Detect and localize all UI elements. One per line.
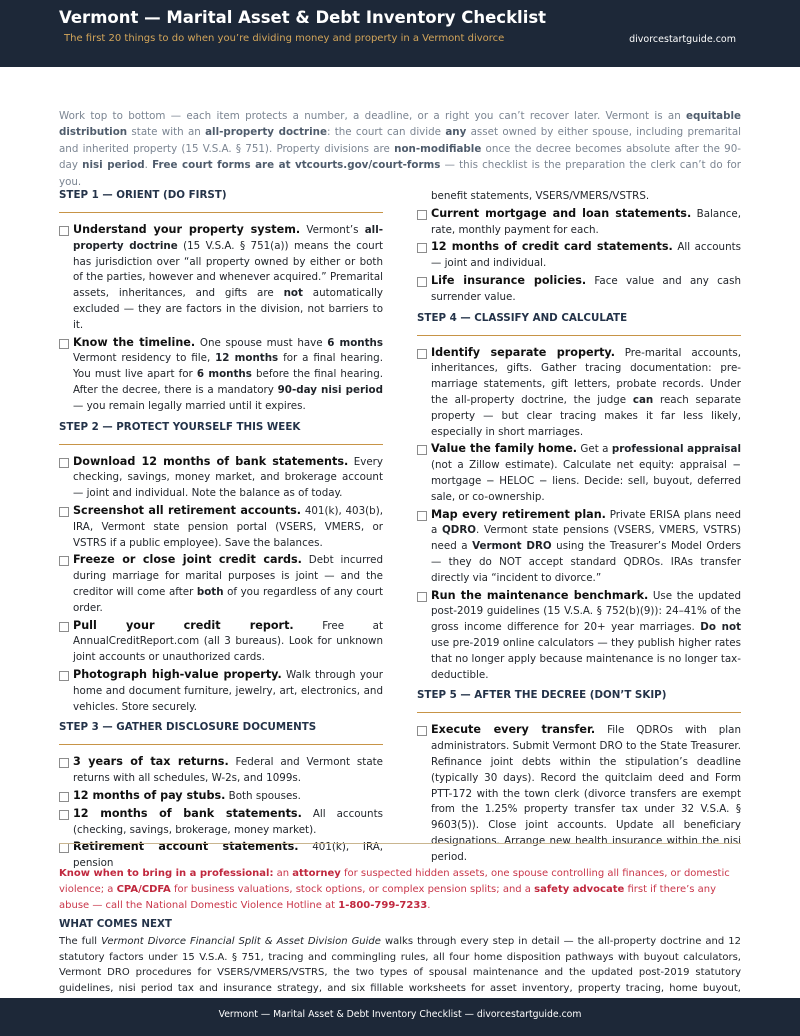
checkbox[interactable] [417, 445, 427, 455]
page-subtitle: The first 20 things to do when you’re dividing money and property in a Vermont divorce [64, 33, 505, 44]
checkbox[interactable] [59, 507, 69, 517]
checklist-item-continued: benefit statements, VSERS/VMERS/VSTRS. [431, 190, 650, 202]
checklist-item: Photograph high-value property. Walk through your home and document furniture, jewelry, art, electronics, and vehicles. Store securely. [59, 667, 383, 715]
right-column [417, 189, 741, 866]
checkbox[interactable] [417, 210, 427, 220]
checklist-item: Run the maintenance benchmark. Use the updated post-2019 guidelines (15 V.S.A. § 752(b)(9)): 24–41% of the gross income difference for 20+ year marriages. Do not use pre-2019 online calculators — they publish higher rates that no longer apply because maintenance is no longer tax-deductible. [417, 588, 741, 684]
checklist-item: Identify separate property. Pre-marital accounts, inheritances, gifts. Gather tracing documentation: pre-marriage statements, gift letters, probate records. Under the all-property doctrine, the judge can reach separate property — but clear tracing makes it far less likely, especially in short marriages. [417, 345, 741, 441]
checklist-item: 3 years of tax returns. Federal and Vermont state returns with all schedules, W-2s, and 1099s. [59, 754, 383, 787]
section-divider [417, 712, 741, 713]
checkbox[interactable] [59, 758, 69, 768]
bottom-divider [59, 843, 741, 844]
checkbox[interactable] [417, 243, 427, 253]
checklist-item: Pull your credit report. Free at AnnualCreditReport.com (all 3 bureaus). Look for unknown joint accounts or unauthorized cards. [59, 618, 383, 666]
left-column [59, 189, 383, 873]
checklist-item: Execute every transfer. File QDROs with plan administrators. Submit Vermont DRO to the State Treasurer. Refinance joint debts within the stipulation’s deadline (typically 30 days). Record the quitclaim deed and Form PTT-172 with the town clerk (divorce transfers are exempt from the 1.25% property transfer tax under 32 V.S.A. § 9603(5)). Close joint accounts. Update all beneficiary designations. Arrange new health insurance within the nisi period. [417, 722, 741, 865]
section-divider [417, 335, 741, 336]
page-title: Vermont — Marital Asset & Debt Inventory Checklist [59, 8, 547, 27]
checklist-item: Understand your property system. Vermont’s all-property doctrine (15 V.S.A. § 751(a)) means the court has jurisdiction over “all property owned by either or both of the parties, however and whenever acquired.” Premarital assets, inheritances, and gifts are not automatically excluded — they are factors in the division, not barriers to it. [59, 222, 383, 334]
checkbox[interactable] [59, 226, 69, 236]
checkbox[interactable] [59, 843, 69, 853]
page-header [0, 0, 800, 67]
checklist-item: Download 12 months of bank statements. Every checking, savings, money market, and brokerage account — joint and individual. Note the balance as of today. [59, 454, 383, 502]
checkbox[interactable] [417, 511, 427, 521]
checkbox[interactable] [417, 349, 427, 359]
checkbox[interactable] [417, 277, 427, 287]
checkbox[interactable] [59, 622, 69, 632]
step-2-heading: STEP 2 — PROTECT YOURSELF THIS WEEK [59, 420, 301, 433]
checkbox[interactable] [417, 592, 427, 602]
step-1-heading: STEP 1 — ORIENT (DO FIRST) [59, 189, 227, 201]
checklist-item: Value the family home. Get a professional appraisal (not a Zillow estimate). Calculate net equity: appraisal − mortgage − HELOC − liens. Decide: sell, buyout, deferred sale, or co-ownership. [417, 441, 741, 505]
checkbox[interactable] [59, 339, 69, 349]
checklist-item: 12 months of credit card statements. All accounts — joint and individual. [417, 239, 741, 272]
checklist-item: 12 months of bank statements. All accounts (checking, savings, brokerage, money market). [59, 806, 383, 839]
checkbox[interactable] [59, 810, 69, 820]
checkbox[interactable] [59, 458, 69, 468]
site-name: divorcestartguide.com [629, 34, 736, 45]
what-comes-next-paragraph: The full Vermont Divorce Financial Split & Asset Division Guide walks through every step in detail — the all-property doctrine and 12 statutory factors under 15 V.S.A. § 751, tracing and commingling rules, all four home disposition pathways with buyout calculators, Vermont DRO procedures for VSERS/VMERS/VSTRS, the two types of spousal maintenance and the updated post-2019 statutory guidelines, nisi period tax and insurance strategy, and six fillable worksheets for asset inventory, property tracing, home buyout, [59, 936, 741, 994]
checklist-item: Know the timeline. One spouse must have 6 months Vermont residency to file, 12 months for a final hearing. You must live apart for 6 months before the final hearing. After the decree, there is a mandatory 90-day nisi period — you remain legally married until it expires. [59, 335, 383, 415]
step-4-heading: STEP 4 — CLASSIFY AND CALCULATE [417, 311, 628, 324]
section-divider [59, 744, 383, 745]
step-3-heading: STEP 3 — GATHER DISCLOSURE DOCUMENTS [59, 721, 317, 734]
what-comes-next-heading: WHAT COMES NEXT [59, 918, 172, 930]
checkbox[interactable] [417, 726, 427, 736]
checkbox[interactable] [59, 792, 69, 802]
section-divider [59, 444, 383, 445]
professional-callout: Know when to bring in a professional: an attorney for suspected hidden assets, one spouse controlling all finances, or domestic violence; a CPA/CDFA for business valuations, stock options, or complex pension splits; and a safety advocate first if there’s any abuse — call the National Domestic Violence Hotline at 1-800-799-7233. [59, 868, 730, 911]
intro-paragraph: Work top to bottom — each item protects a number, a deadline, or a right you can’t recover later. Vermont is an equitable distribution state with an all-property doctrine: the court can divide any asset owned by either spouse, including premarital and inherited property (15 V.S.A. § 751). Property divisions are non-modifiable once the decree becomes absolute after the 90-day nisi period. Free court forms are at vtcourts.gov/court-forms — this checklist is the preparation the clerk can’t do for you. [59, 110, 741, 188]
checklist-item: Map every retirement plan. Private ERISA plans need a QDRO. Vermont state pensions (VSERS, VMERS, VSTRS) need a Vermont DRO using the Treasurer’s Model Orders — they do NOT accept standard QDROs. IRAs transfer directly via “incident to divorce.” [417, 507, 741, 587]
checkbox[interactable] [59, 556, 69, 566]
section-divider [59, 212, 383, 213]
page-footer [0, 998, 800, 1036]
checklist-item: Life insurance policies. Face value and any cash surrender value. [417, 273, 741, 306]
checklist-item: Current mortgage and loan statements. Balance, rate, monthly payment for each. [417, 206, 741, 239]
checklist-item: Screenshot all retirement accounts. 401(k), 403(b), IRA, Vermont state pension portal (VSERS, VMERS, or VSTRS if a public employee). Save the balances. [59, 503, 383, 551]
footer-text: Vermont — Marital Asset & Debt Inventory Checklist — divorcestartguide.com [218, 1009, 582, 1020]
checklist-item: Retirement account statements. 401(k), IRA, pension [59, 839, 383, 872]
checklist-item: Freeze or close joint credit cards. Debt incurred during marriage for marital purposes is joint — and the creditor will come after both of you regardless of any court order. [59, 552, 383, 616]
step-5-heading: STEP 5 — AFTER THE DECREE (DON’T SKIP) [417, 689, 667, 702]
checkbox[interactable] [59, 671, 69, 681]
checklist-item: 12 months of pay stubs. Both spouses. [59, 788, 383, 805]
